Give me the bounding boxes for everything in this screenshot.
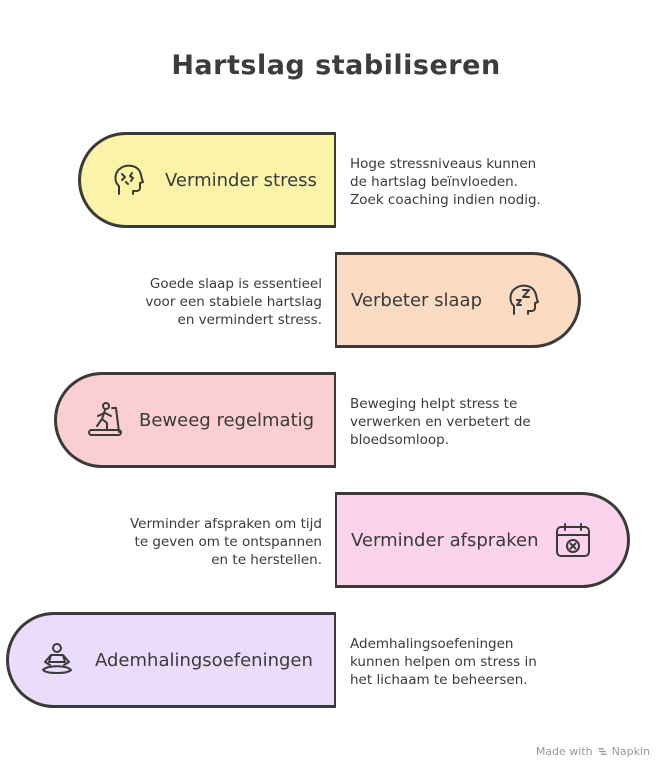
step-verminder-afspraken [335,492,630,588]
step-label: Beweeg regelmatig [139,409,315,431]
step-description: Hoge stressniveaus kunnen de hartslag beïnvloeden. Zoek coaching indien nodig. [350,156,541,208]
treadmill-icon [85,400,125,440]
head-sleep-icon [504,280,544,320]
napkin-logo-icon [597,746,608,757]
napkin-brand: Napkin [611,745,650,758]
calendar-cancel-icon [553,520,593,560]
made-with-text: Made with [535,745,593,758]
step-description: Ademhalingsoefeningen kunnen helpen om stress in het lichaam te beheersen. [350,636,537,688]
page-title: Hartslag stabiliseren [171,50,501,81]
step-description: Goede slaap is essentieel voor een stabiele hartslag en vermindert stress. [145,276,322,328]
step-description: Beweging helpt stress te verwerken en verbetert de bloedsomloop. [350,396,531,448]
meditation-icon [37,640,77,680]
step-label: Ademhalingsoefeningen [95,649,313,671]
step-description: Verminder afspraken om tijd te geven om te ontspannen en te herstellen. [130,516,322,568]
step-beweeg-regelmatig [54,372,336,468]
napkin-footer [536,745,650,758]
step-verminder-stress [78,132,336,228]
step-label: Verbeter slaap [351,289,483,311]
step-ademhalingsoefeningen [6,612,336,708]
step-label: Verminder stress [165,169,317,191]
step-label: Verminder afspraken [351,529,539,551]
step-verbeter-slaap [335,252,581,348]
head-stress-icon [109,160,149,200]
